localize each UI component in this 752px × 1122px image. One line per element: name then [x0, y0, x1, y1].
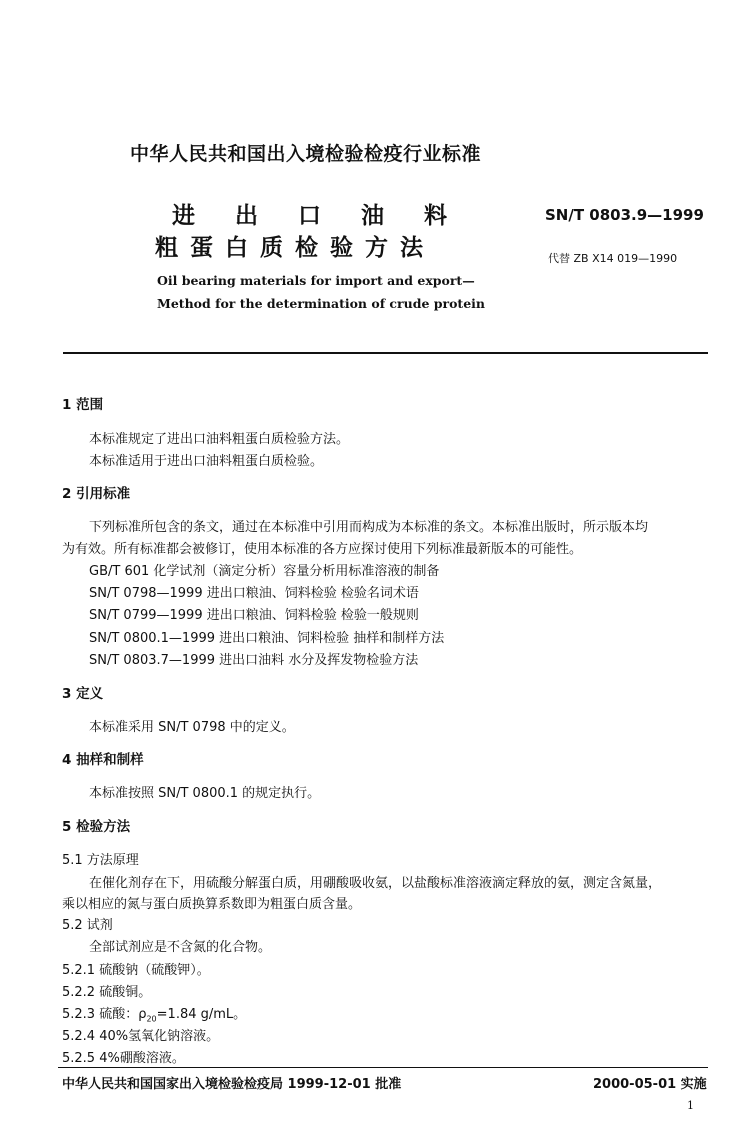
section-1-paragraph: 本标准规定了进出口油料粗蛋白质检验方法。 — [89, 432, 350, 447]
footer-divider — [58, 1067, 708, 1068]
subsection-5-2-intro: 全部试剂应是不含氮的化合物。 — [89, 940, 272, 955]
section-1-paragraph: 本标准适用于进出口油料粗蛋白质检验。 — [89, 454, 324, 469]
subsection-5-1-heading: 5.1 方法原理 — [62, 853, 139, 868]
subsection-5-2-heading: 5.2 试剂 — [62, 918, 113, 933]
section-3-heading: 3 定义 — [62, 686, 104, 702]
reference-item: GB/T 601 化学试剂（滴定分析）容量分析用标准溶液的制备 — [89, 564, 440, 579]
reagent-item-text: =1.84 g/mL。 — [156, 1007, 247, 1022]
approval-statement: 中华人民共和国国家出入境检验检疫局 1999-12-01 批准 — [62, 1077, 402, 1092]
density-subscript: 20 — [146, 1014, 157, 1024]
section-3-paragraph: 本标准采用 SN/T 0798 中的定义。 — [89, 720, 295, 735]
reference-item: SN/T 0798—1999 进出口粮油、饲料检验 检验名词术语 — [89, 586, 419, 601]
standard-number: SN/T 0803.9—1999 — [545, 206, 704, 224]
section-2-intro: 为有效。所有标准都会被修订，使用本标准的各方应探讨使用下列标准最新版本的可能性。 — [62, 542, 583, 557]
section-1-heading: 1 范围 — [62, 397, 104, 413]
section-4-paragraph: 本标准按照 SN/T 0800.1 的规定执行。 — [89, 786, 321, 801]
section-5-heading: 5 检验方法 — [62, 819, 131, 835]
reference-item: SN/T 0800.1—1999 进出口粮油、饲料检验 抽样和制样方法 — [89, 631, 445, 646]
reagent-item — [62, 1003, 246, 1024]
page-number: 1 — [687, 1099, 694, 1112]
title-en-line1: Oil bearing materials for import and export— — [157, 273, 475, 288]
reference-item: SN/T 0799—1999 进出口粮油、饲料检验 检验一般规则 — [89, 608, 419, 623]
reagent-item: 5.2.1 硫酸钠（硫酸钾）。 — [62, 963, 210, 978]
reagent-item: 5.2.4 40%氢氧化钠溶液。 — [62, 1029, 220, 1044]
section-2-heading: 2 引用标准 — [62, 486, 131, 502]
replaces-standard: 代替 ZB X14 019—1990 — [548, 252, 678, 265]
reference-item: SN/T 0803.7—1999 进出口油料 水分及挥发物检验方法 — [89, 653, 419, 668]
title-zh-line2: 粗蛋白质检验方法 — [155, 235, 435, 261]
section-4-heading: 4 抽样和制样 — [62, 752, 144, 768]
reagent-item-text: 5.2.3 硫酸：ρ — [62, 1007, 147, 1022]
effective-date: 2000-05-01 实施 — [593, 1077, 707, 1092]
reagent-item: 5.2.2 硫酸铜。 — [62, 985, 152, 1000]
subsection-5-1-text: 在催化剂存在下，用硫酸分解蛋白质，用硼酸吸收氨，以盐酸标准溶液滴定释放的氨，测定含氮量， — [89, 876, 662, 891]
section-2-intro: 下列标准所包含的条文，通过在本标准中引用而构成为本标准的条文。本标准出版时，所示版本均 — [89, 520, 649, 535]
header-divider — [63, 352, 708, 354]
title-zh-line1: 进出口油料 — [172, 203, 487, 229]
subsection-5-1-text: 乘以相应的氮与蛋白质换算系数即为粗蛋白质含量。 — [62, 897, 362, 912]
issuing-organization: 中华人民共和国出入境检验检疫行业标准 — [130, 143, 482, 165]
title-en-line2: Method for the determination of crude protein — [157, 296, 485, 311]
reagent-item: 5.2.5 4%硼酸溶液。 — [62, 1051, 185, 1066]
